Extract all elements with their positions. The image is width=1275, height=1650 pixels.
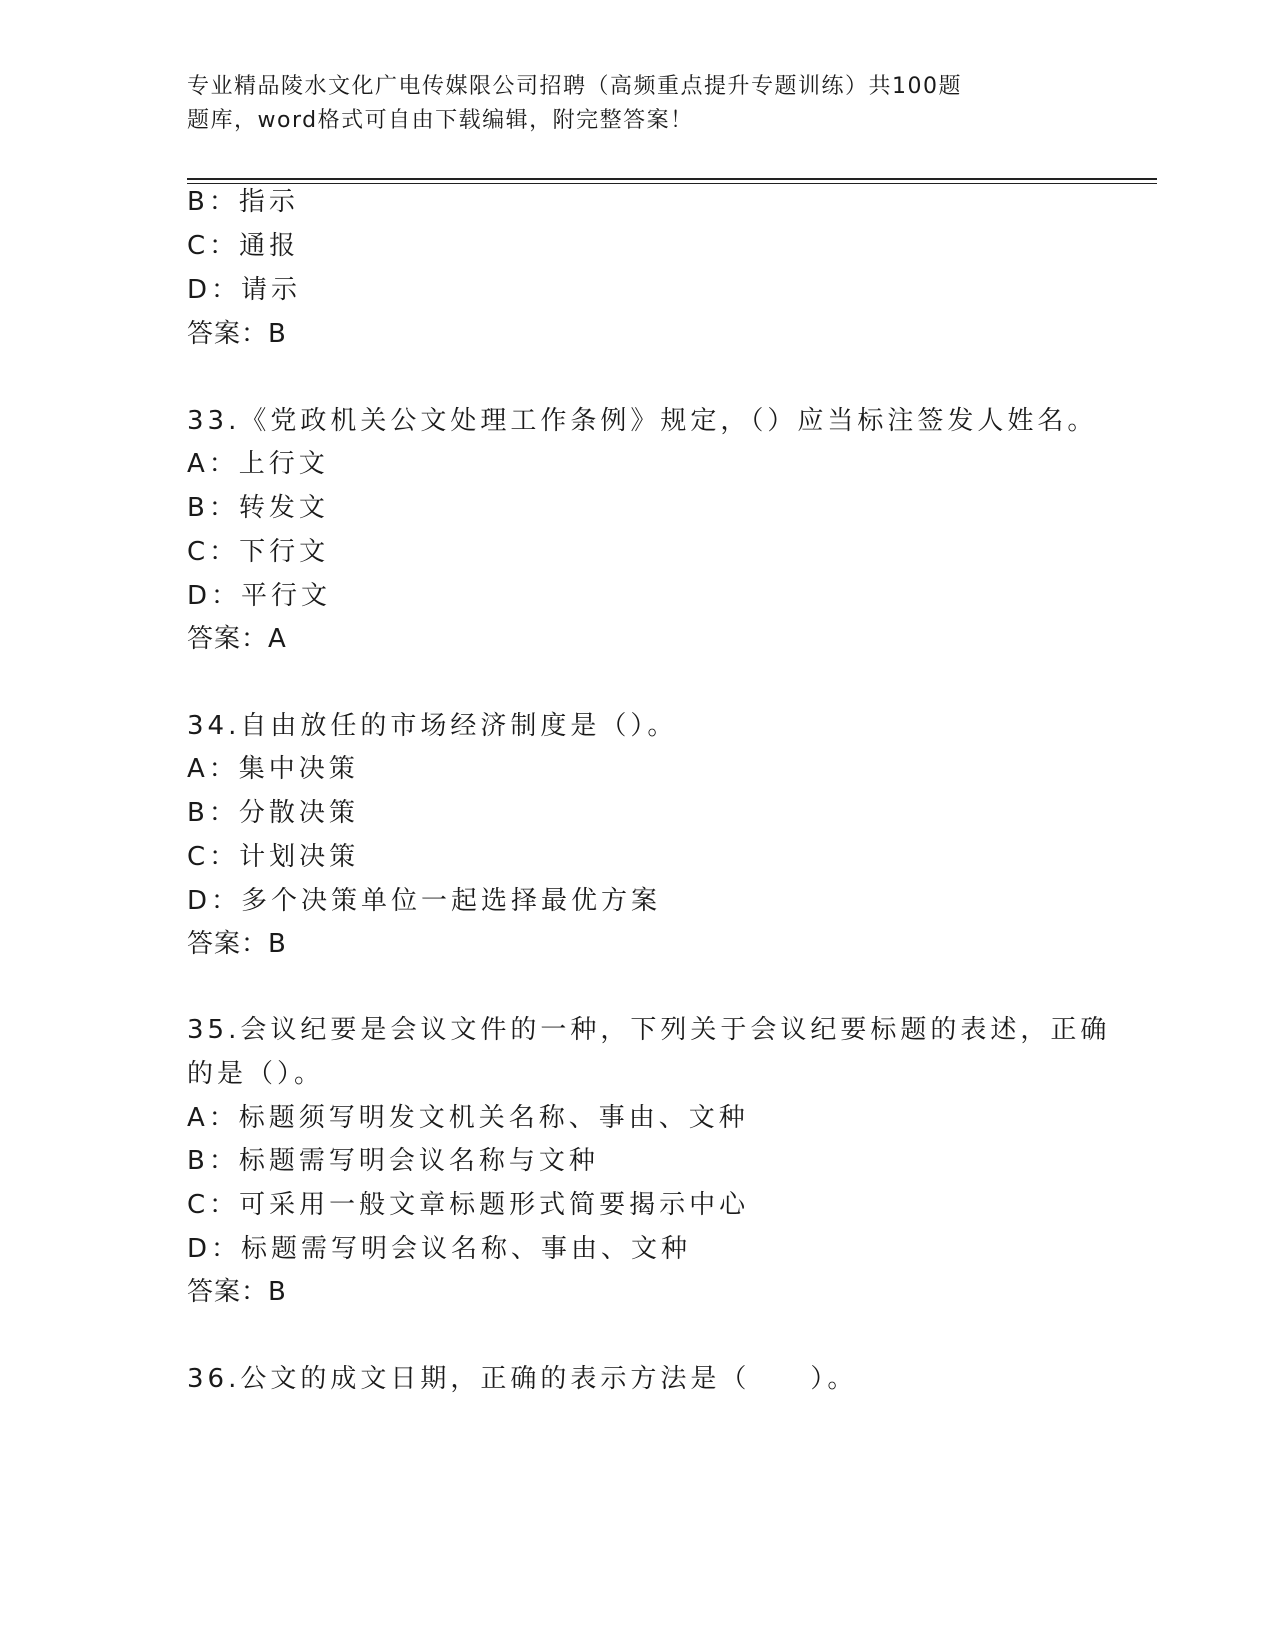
question-35-answer: 答案：B — [187, 1277, 287, 1307]
option-b: B：指示 — [187, 187, 299, 217]
question-33-answer: 答案：A — [187, 624, 287, 654]
option-d: D：请示 — [187, 275, 302, 305]
question-35-option-c: C：可采用一般文章标题形式简要揭示中心 — [187, 1190, 750, 1220]
question-34-stem: 34.自由放任的市场经济制度是（）。 — [187, 711, 678, 741]
question-33-stem: 33.《党政机关公文处理工作条例》规定，（）应当标注签发人姓名。 — [187, 406, 1098, 436]
question-33-option-d: D：平行文 — [187, 581, 332, 611]
question-35-stem-line-2: 的是（）。 — [187, 1059, 325, 1089]
document-header — [187, 70, 1047, 138]
header-title-line-1: 专业精品陵水文化广电传媒限公司招聘（高频重点提升专题训练）共100题 — [187, 74, 962, 99]
answer-line: 答案：B — [187, 319, 287, 349]
header-divider-thin — [187, 183, 1157, 184]
question-34-option-c: C：计划决策 — [187, 842, 360, 872]
question-35-option-a: A：标题须写明发文机关名称、事由、文种 — [187, 1103, 749, 1133]
question-33-option-b: B：转发文 — [187, 493, 329, 523]
header-divider-thick — [187, 178, 1157, 180]
question-34-option-d: D：多个决策单位一起选择最优方案 — [187, 886, 662, 916]
question-35-stem-line-1: 35.会议纪要是会议文件的一种，下列关于会议纪要标题的表述，正确 — [187, 1015, 1111, 1045]
question-34-answer: 答案：B — [187, 929, 287, 959]
question-33-option-a: A：上行文 — [187, 449, 329, 479]
question-36-stem: 36.公文的成文日期，正确的表示方法是（ ）。 — [187, 1364, 858, 1394]
question-33-option-c: C：下行文 — [187, 537, 330, 567]
question-34-option-a: A：集中决策 — [187, 754, 359, 784]
question-35-option-b: B：标题需写明会议名称与文种 — [187, 1146, 599, 1176]
option-c: C：通报 — [187, 231, 300, 261]
question-34-option-b: B：分散决策 — [187, 798, 359, 828]
header-title-line-2: 题库，word格式可自由下载编辑，附完整答案！ — [187, 108, 694, 133]
question-35-option-d: D：标题需写明会议名称、事由、文种 — [187, 1234, 692, 1264]
